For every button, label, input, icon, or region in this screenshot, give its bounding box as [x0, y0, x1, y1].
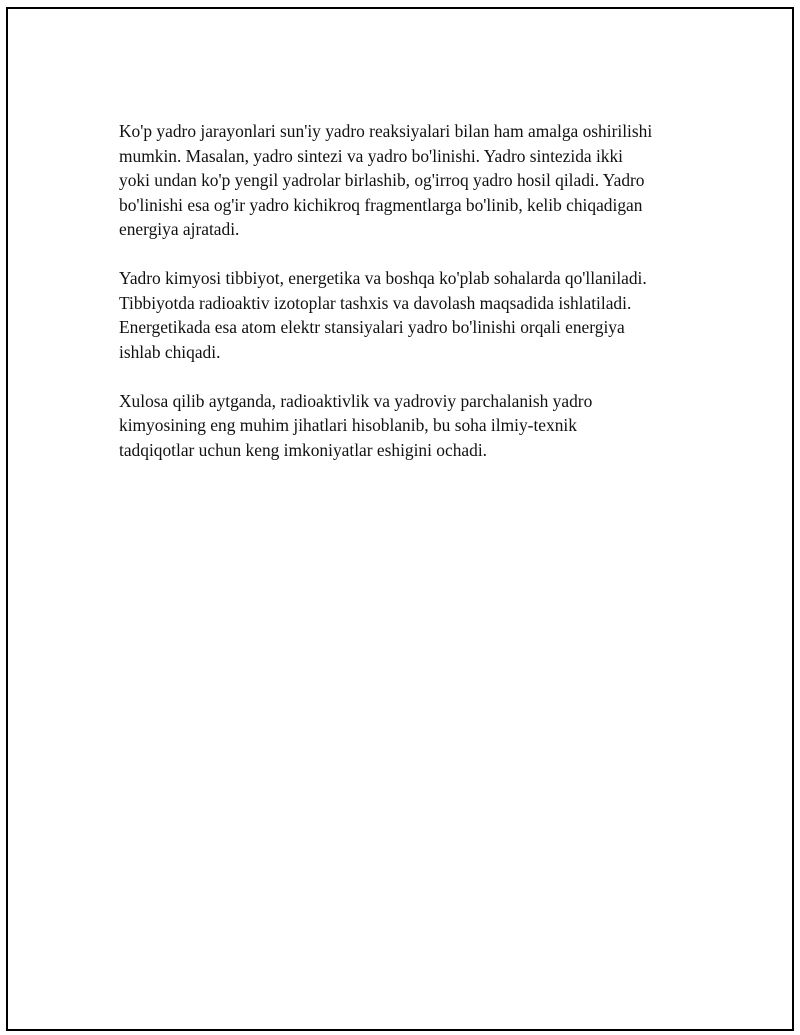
- page-border: [6, 7, 794, 1031]
- paragraph-conclusion: Xulosa qilib aytganda, radioaktivlik va yadroviy parchalanish yadro kimyosining eng muhim jihatlari hisoblanib, bu soha ilmiy-texnik tadqiqotlar uchun keng imkoniyatlar eshigini ochadi.: [119, 390, 593, 460]
- paragraph-applications: Yadro kimyosi tibbiyot, energetika va boshqa ko'plab sohalarda qo'llaniladi. Tibbiyotda radioaktiv izotoplar tashxis va davolash maqsadida ishlatiladi. Energetikada esa atom elektr stansiyalari yadro bo'linishi orqali energiya ishlab chiqadi.: [119, 268, 647, 362]
- paragraph-nuclear-reactions: Ko'p yadro jarayonlari sun'iy yadro reaksiyalari bilan ham amalga oshirilishi mumkin. Masalan, yadro sintezi va yadro bo'linishi. Yadro sintezida ikki yoki undan ko'p yengil yadrolar birlashib, og'irroq yadro hosil qiladi. Yadro bo'linishi esa og'ir yadro kichikroq fragmentlarga bo'linib, kelib chiqadigan energiya ajratadi.: [119, 121, 653, 239]
- document-body: [119, 119, 709, 487]
